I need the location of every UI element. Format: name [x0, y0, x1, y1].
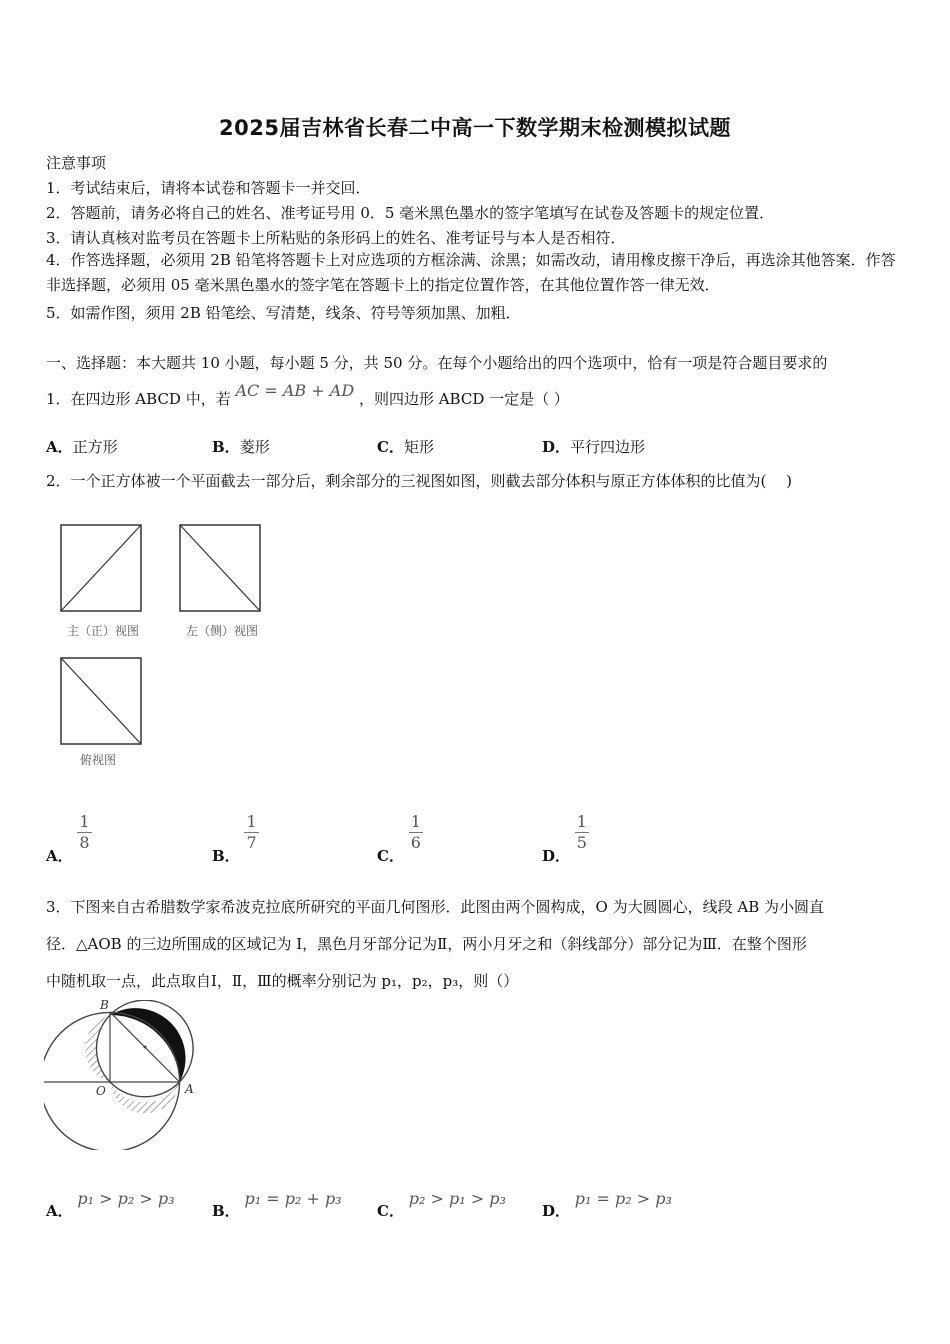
q2-option-a[interactable] [46, 812, 92, 865]
question-1-prefix: 1．在四边形 ABCD 中，若 [46, 390, 231, 408]
q3-option-c[interactable] [377, 1189, 506, 1221]
fraction-one-sixth [409, 812, 423, 853]
section-heading: 一、选择题：本大题共 10 小题，每小题 5 分，共 50 分。在每个小题给出的四个选项中，恰有一项是符合题目要求的 [46, 354, 828, 372]
hatched-lune-bottom [110, 1082, 180, 1113]
option-text: 矩形 [403, 438, 434, 456]
q1-option-b[interactable] [212, 436, 270, 457]
fraction-one-seventh [244, 812, 258, 853]
notice-item-4: 4．作答选择题，必须用 2B 铅笔将答题卡上对应选项的方框涂满、涂黑；如需改动，请用橡皮擦干净后，再选涂其他答案．作答非选择题，必须用 05 毫米黑色墨水的签字笔在答题卡上的指定位置作答，在其他位置作答一律无效． [46, 251, 896, 294]
notice-item-2: 2．答题前，请务必将自己的姓名、准考证号用 0．5 毫米黑色墨水的签字笔填写在试卷及答题卡的规定位置． [46, 204, 775, 222]
option-label: B． [212, 846, 240, 865]
fraction-one-eighth [77, 812, 91, 853]
option-formula: p₁ > p₂ > p₃ [77, 1189, 175, 1208]
fraction-numerator: 1 [410, 812, 421, 831]
top-view-caption: 俯视图 [79, 753, 116, 767]
side-view [180, 525, 260, 611]
option-formula: p₁ = p₂ + p₃ [244, 1189, 342, 1208]
option-label: D． [542, 846, 571, 865]
q3-option-a[interactable] [46, 1189, 175, 1221]
option-label: C． [377, 846, 404, 865]
fraction-numerator: 1 [246, 812, 257, 831]
option-formula: p₂ > p₁ > p₃ [408, 1189, 506, 1208]
notice-item-5: 5．如需作图，须用 2B 铅笔绘、写清楚，线条、符号等须加黑、加粗． [46, 304, 521, 322]
front-view-caption: 主（正）视图 [66, 624, 139, 638]
question-3-line-1: 3．下图来自古希腊数学家希波克拉底所研究的平面几何图形．此图由两个圆构成，O 为大圆圆心，线段 AB 为小圆直 [46, 898, 825, 916]
option-label: C． [377, 438, 404, 456]
question-3-line-2: 径．△AOB 的三边所围成的区域记为 I，黑色月牙部分记为Ⅱ，两小月牙之和（斜线部分）部分记为Ⅲ．在整个图形 [46, 935, 807, 953]
option-text: 正方形 [72, 438, 118, 456]
hippocrates-lune-figure [44, 1000, 204, 1150]
notice-item-3: 3．请认真核对监考员在答题卡上所粘贴的条形码上的姓名、准考证号与本人是否相符． [46, 229, 626, 247]
fraction-numerator: 1 [79, 812, 90, 831]
q1-option-d[interactable] [542, 436, 645, 457]
page-title: 2025届吉林省长春二中高一下数学期末检测模拟试题 [219, 116, 731, 140]
notice-item-1: 1．考试结束后，请将本试卷和答题卡一并交回． [46, 179, 371, 197]
black-lune [110, 1008, 186, 1082]
q2-option-b[interactable] [212, 812, 259, 865]
side-view-caption: 左（侧）视图 [185, 624, 258, 638]
small-circle-center [144, 1046, 147, 1049]
question-2-stem: 2．一个正方体被一个平面截去一部分后，剩余部分的三视图如图，则截去部分体积与原正方体体积的比值为( ) [46, 472, 793, 490]
q1-option-c[interactable] [377, 436, 434, 457]
option-text: 菱形 [239, 438, 270, 456]
hatched-lune-left [85, 1015, 110, 1082]
option-label: A． [46, 846, 73, 865]
figure-label-b: B [100, 998, 109, 1012]
top-view [61, 658, 141, 744]
option-label: D． [542, 438, 571, 456]
fraction-numerator: 1 [576, 812, 587, 831]
question-1-formula: AC = AB + AD [235, 381, 355, 400]
fraction-denominator: 6 [410, 833, 421, 852]
q2-option-d[interactable] [542, 812, 589, 865]
option-label: B． [212, 1202, 240, 1220]
question-1-stem [46, 381, 569, 409]
question-3-line-3: 中随机取一点，此点取自Ⅰ，Ⅱ，Ⅲ的概率分别记为 p₁，p₂，p₃，则（） [46, 972, 519, 990]
option-label: C． [377, 1202, 404, 1220]
fraction-denominator: 7 [246, 833, 257, 852]
q1-option-a[interactable] [46, 436, 118, 457]
option-formula: p₁ = p₂ > p₃ [574, 1189, 672, 1208]
q2-option-c[interactable] [377, 812, 423, 865]
big-circle [44, 1012, 180, 1150]
fraction-one-fifth [575, 812, 589, 853]
notice-heading: 注意事项 [46, 154, 107, 172]
option-text: 平行四边形 [570, 438, 646, 456]
option-label: D． [542, 1202, 571, 1220]
fraction-denominator: 8 [79, 833, 90, 852]
q3-option-b[interactable] [212, 1189, 342, 1221]
fraction-denominator: 5 [576, 833, 587, 852]
option-label: A． [46, 438, 73, 456]
question-1-suffix: ，则四边形 ABCD 一定是（ ） [358, 390, 569, 408]
option-label: A． [46, 1202, 73, 1220]
figure-label-o: O [96, 1084, 106, 1098]
option-label: B． [212, 438, 240, 456]
figure-label-a: A [185, 1082, 194, 1096]
q3-option-d[interactable] [542, 1189, 672, 1221]
front-view [61, 525, 141, 611]
